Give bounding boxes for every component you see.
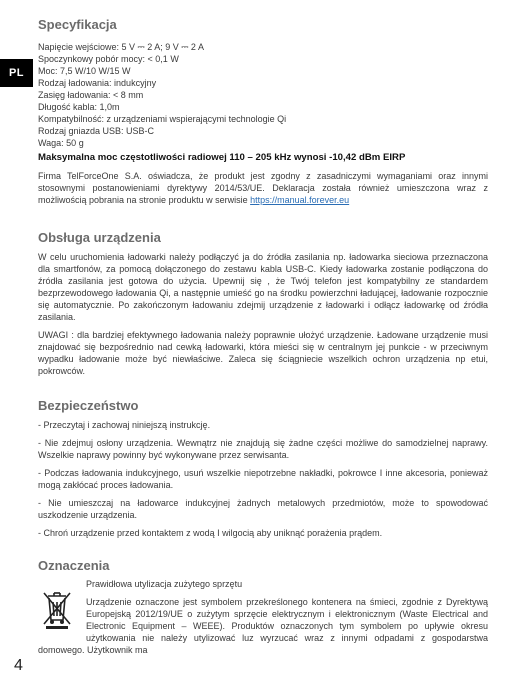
usage-note: UWAGI : dla bardziej efektywnego ładowania należy poprawnie ułożyć urządzenie. Ładowane urządzenie musi znajdować się bezpośrednio nad cewką ładowarki, która mieści się w centralnym jej punkcie - w przeciwnym wypadku ładowanie może być niewłaściwe. Zaleca się ściągniecie wszelkich ochron urządzenia np etui, pokrowców. (38, 330, 488, 376)
spec-line: Rodzaj ładowania: indukcyjny (38, 78, 157, 88)
safety-item: - Przeczytaj i zachowaj niniejszą instrukcję. (38, 420, 211, 430)
safety-item: - Chroń urządzenie przed kontaktem z wodą I wilgocią aby uniknąć porażenia prądem. (38, 528, 383, 538)
max-power-statement: Maksymalna moc częstotliwości radiowej 110 – 205 kHz wynosi -10,42 dBm EIRP (38, 152, 406, 163)
marking-text-wrap (38, 596, 488, 656)
safety-heading: Bezpieczeństwo (38, 398, 139, 413)
marking-section (38, 578, 488, 656)
spec-line: Napięcie wejściowe: 5 V ⎓ 2 A; 9 V ⎓ 2 A (38, 42, 204, 52)
usage-section (38, 251, 488, 383)
spec-list (38, 41, 488, 149)
spec-line: Moc: 7,5 W/10 W/15 W (38, 66, 131, 76)
safety-list (38, 419, 488, 545)
spec-line: Rodzaj gniazda USB: USB-C (38, 126, 155, 136)
spec-line: Długość kabla: 1,0m (38, 102, 120, 112)
manual-link[interactable]: https://manual.forever.eu (250, 195, 350, 205)
marking-heading: Oznaczenia (38, 558, 110, 573)
spec-line: Kompatybilność: z urządzeniami wspierającymi technologie Qi (38, 114, 287, 124)
marking-text: Urządzenie oznaczone jest symbolem przekreślonego kontenera na śmieci, zgodnie z Dyrektywą Europejską 2012/19/UE o zużytym sprzęcie elektrycznym i elektronicznym (Waste Electrical and Electronic Equipment – WEEE). Produktów oznaczonych tym symbolem po upływie okresu użytkowania nie należy utylizować luz wyrzucać wraz z innymi odpadami z gospodarstwa domowego. Użytkownik ma (38, 597, 488, 655)
declaration-body: Firma TelForceOne S.A. oświadcza, że produkt jest zgodny z zasadniczymi wymaganiami oraz innymi stosownymi postanowieniami dyrektywy 2014/53/UE. Deklaracja została również umieszczona wraz z możliwością pobrania na stronie produktu w serwisie (38, 171, 488, 205)
safety-item: - Podczas ładowania indukcyjnego, usuń wszelkie niepotrzebne nakładki, pokrowce I inne akcesoria, ponieważ mogą zakłócać proces ładowania. (38, 468, 488, 490)
spec-heading: Specyfikacja (38, 17, 117, 32)
spec-line: Zasięg ładowania: < 8 mm (38, 90, 144, 100)
marking-subtitle: Prawidłowa utylizacja zużytego sprzętu (86, 579, 243, 589)
page-number: 4 (14, 657, 23, 674)
declaration-text (38, 170, 488, 206)
usage-heading: Obsługa urządzenia (38, 230, 161, 245)
spec-line: Spoczynkowy pobór mocy: < 0,1 W (38, 54, 179, 64)
language-tab: PL (0, 59, 33, 87)
safety-item: - Nie zdejmuj osłony urządzenia. Wewnątrz nie znajdują się żadne części możliwe do samodzielnej naprawy. Wszelkie naprawy powinny być wykonywane przez serwisanta. (38, 438, 488, 460)
usage-paragraph: W celu uruchomienia ładowarki należy podłączyć ja do źródła zasilania np. ładowarka sieciowa przeznaczona dla smartfonów, za pomocą dołączonego do zestawu kabla USB-C. Kiedy ładowarka zostanie podłączona do źródła zasilania jest gotowa do użycia. Upewnij się , że Twój telefon jest kompatybilny ze standardem bezprzewodowego ładowania Qi, a następnie umieść go na środku powierzchni ładującej, ładowanie rozpocznie się automatycznie. Po zakończonym ładowaniu zdejmij urządzenie z ładowarki i odłącz ładowarkę od źródła zasilania. (38, 252, 488, 322)
spec-line: Waga: 50 g (38, 138, 84, 148)
safety-item: - Nie umieszczaj na ładowarce indukcyjnej żadnych metalowych przedmiotów, może to spowodować uszkodzenie urządzenia. (38, 498, 488, 520)
